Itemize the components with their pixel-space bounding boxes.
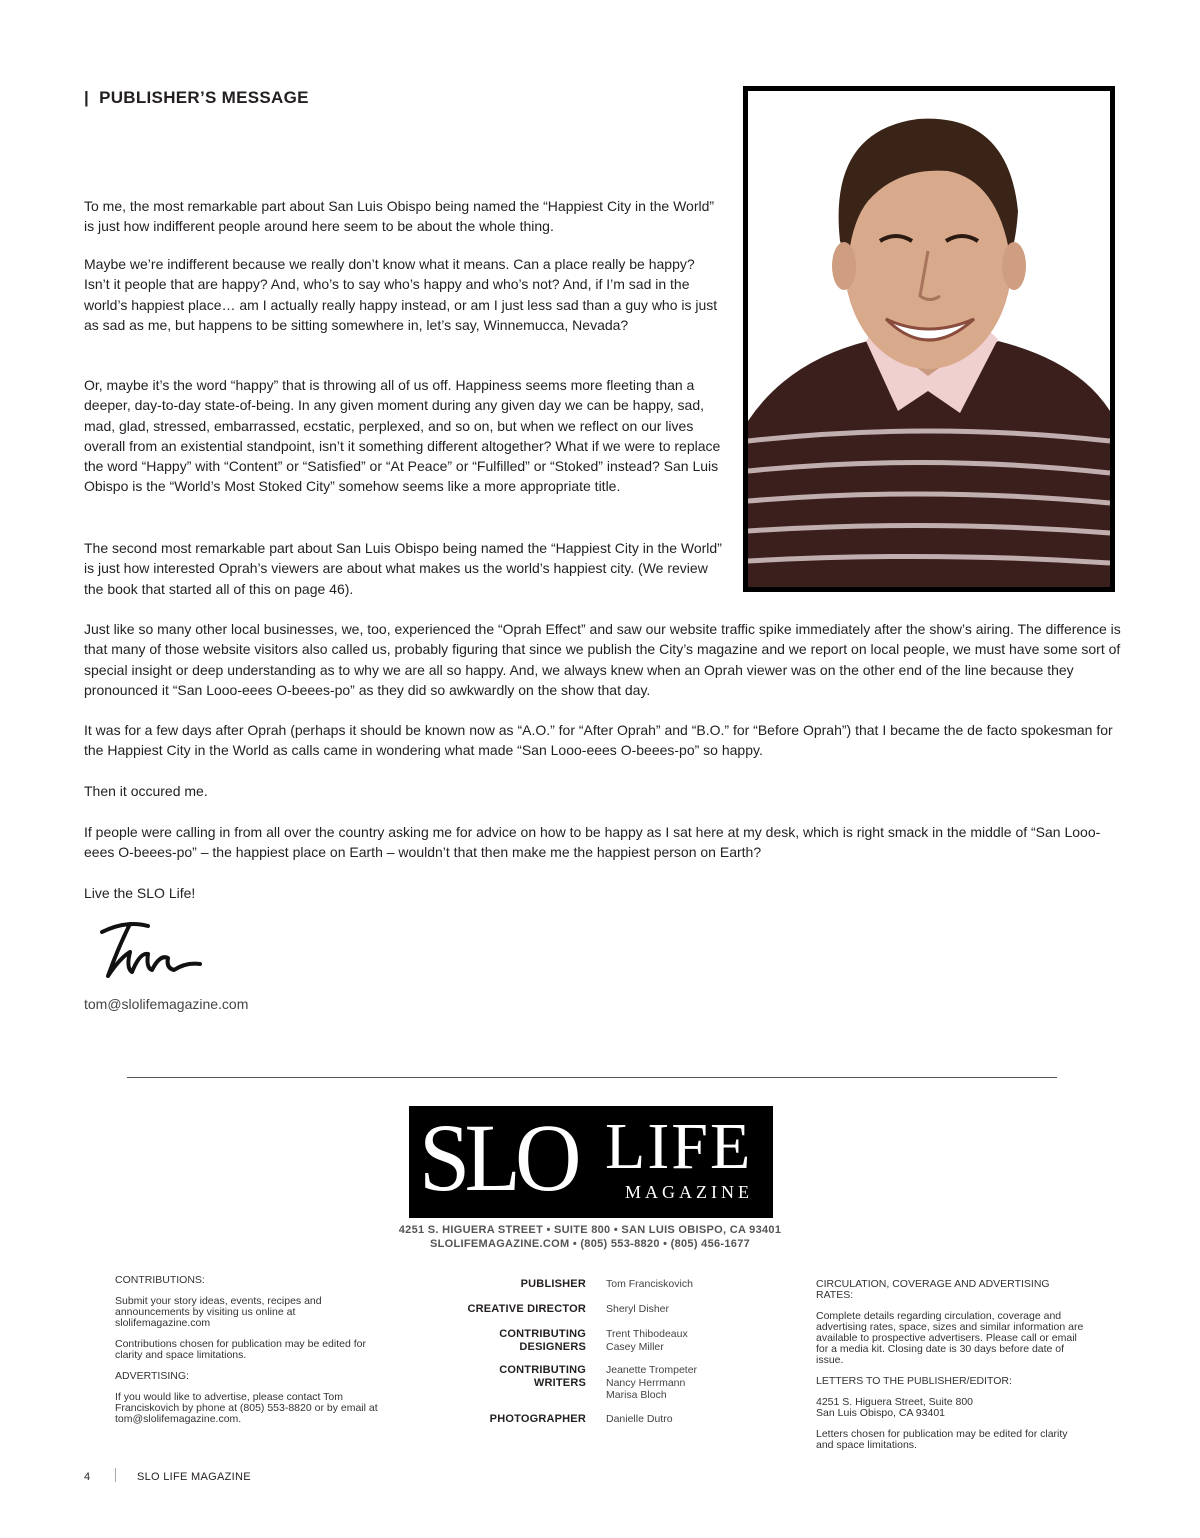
logo-life: LIFE — [605, 1110, 753, 1183]
portrait-illustration — [748, 91, 1110, 587]
paragraph-9: Live the SLO Life! — [84, 885, 196, 901]
paragraph-7: Then it occured me. — [84, 783, 208, 799]
staff-name: Danielle Dutro — [606, 1413, 673, 1425]
section-divider — [127, 1077, 1057, 1078]
contributions-heading: CONTRIBUTIONS: — [115, 1274, 205, 1286]
title-bar: | — [84, 88, 90, 107]
letters-address-2: San Luis Obispo, CA 93401 — [816, 1407, 946, 1419]
contributions-text-1: Submit your story ideas, events, recipes and announcements by visiting us online at slolifemagazine.com — [115, 1295, 322, 1329]
staff-name: Tom Franciskovich — [606, 1278, 693, 1290]
advertising-text: If you would like to advertise, please contact Tom Franciskovich by phone at (805) 553-8820 or by email at tom@slolifemagazine.com. — [115, 1391, 378, 1425]
paragraph-6: It was for a few days after Oprah (perhaps it should be known now as “A.O.” for “After Oprah” and “B.O.” for “Before Oprah”) that I became the de facto spokesman for the Happiest City in the World as calls came in wondering what made “San Looo-eees O-beees-po” so happy. — [84, 722, 1113, 759]
staff-name: Casey Miller — [606, 1340, 664, 1353]
address-line-1: 4251 S. HIGUERA STREET • SUITE 800 • SAN LUIS OBISPO, CA 93401 — [398, 1224, 782, 1236]
staff-names — [606, 1364, 766, 1402]
staff-role: CONTRIBUTING WRITERS — [499, 1364, 586, 1389]
contributions-column — [115, 1275, 385, 1435]
staff-role: PHOTOGRAPHER — [489, 1413, 586, 1425]
logo-magazine: MAGAZINE — [625, 1182, 753, 1202]
staff-name: Nancy Herrmann — [606, 1376, 686, 1389]
letters-text: Letters chosen for publication may be edited for clarity and space limitations. — [816, 1428, 1068, 1451]
staff-name: Marisa Bloch — [606, 1389, 667, 1401]
paragraph-3: Or, maybe it’s the word “happy” that is throwing all of us off. Happiness seems more fleeting than a deeper, day-to-day state-of-being. In any given moment during any given day we can be happy, sad, mad, glad, stressed, embarrassed, ecstatic, perplexed, and so on, but when we reflect on our lives overall from an existential standpoint, isn’t it something different altogether? What if we were to replace the word “Happy” with “Content” or “Satisfied” or “At Peace” or “Fulfilled” or “Stoked” instead? San Luis Obispo is the “World’s Most Stoked City” somehow seems like a more appropriate title. — [84, 377, 721, 495]
page-number: 4 — [84, 1471, 91, 1483]
address-line-2: SLOLIFEMAGAZINE.COM • (805) 553-8820 • (805) 456-1677 — [429, 1238, 751, 1250]
circulation-column — [816, 1279, 1086, 1461]
signature-graphic — [96, 918, 206, 988]
circulation-heading: CIRCULATION, COVERAGE AND ADVERTISING RATES: — [816, 1278, 1050, 1301]
advertising-heading: ADVERTISING: — [115, 1370, 189, 1382]
staff-name: Jeanette Trompeter — [606, 1364, 698, 1376]
paragraph-5: Just like so many other local businesses, we, too, experienced the “Oprah Effect” and saw our website traffic spike immediately after the show’s airing. The difference is that many of those website visitors also called us, probably figuring that since we publish the City’s magazine and we report on local people, we must have some sort of special insight or deep understanding as to why we are all so happy. And, we always knew when an Oprah viewer was on the other end of the line because they pronounced it “San Looo-eees O-beees-po” as they did so awkwardly on the show that day. — [84, 621, 1121, 698]
staff-names — [606, 1303, 766, 1316]
paragraph-4: The second most remarkable part about San Luis Obispo being named the “Happiest City in the World” is just how interested Oprah’s viewers are about what makes us the world’s happiest city. (We review the book that started all of this on page 46). — [84, 540, 722, 597]
footer-publication: SLO LIFE MAGAZINE — [137, 1471, 251, 1483]
paragraph-8: If people were calling in from all over the country asking me for advice on how to be happy as I sat here at my desk, which is right smack in the middle of “San Looo-eees O-beees-po” – the happiest place on Earth – wouldn’t that then make me the happiest person on Earth? — [84, 824, 1101, 861]
staff-names — [606, 1328, 766, 1353]
staff-names — [606, 1413, 766, 1426]
paragraph-2: Maybe we’re indifferent because we really don’t know what it means. Can a place really be happy? Isn’t it people that are happy? And, who’s to say who’s happy and who’s not? And, if I’m sad in the world’s happiest place… am I actually really happy instead, or am I just less sad than a guy who is just as sad as me, but happens to be sitting somewhere in, let’s say, Winnemucca, Nevada? — [84, 256, 718, 333]
author-email: tom@slolifemagazine.com — [84, 996, 249, 1012]
slo-life-logo — [409, 1106, 773, 1218]
staff-names — [606, 1278, 766, 1291]
staff-name: Sheryl Disher — [606, 1303, 670, 1315]
title-text: PUBLISHER’S MESSAGE — [99, 88, 309, 107]
letters-heading: LETTERS TO THE PUBLISHER/EDITOR: — [816, 1375, 1012, 1387]
staff-role: PUBLISHER — [520, 1278, 586, 1290]
publisher-photo — [743, 86, 1115, 592]
circulation-text: Complete details regarding circulation, coverage and advertising rates, space, sizes and similar information are available to prospective advertisers. Please call or email for a media kit. Closing date is 30 days before date of issue. — [816, 1310, 1084, 1366]
staff-role: CREATIVE DIRECTOR — [467, 1303, 586, 1315]
staff-role: CONTRIBUTING DESIGNERS — [499, 1328, 586, 1353]
staff-name: Trent Thibodeaux — [606, 1328, 688, 1340]
footer-separator — [115, 1468, 116, 1482]
logo-slo: SLO — [419, 1106, 576, 1211]
letters-address-1: 4251 S. Higuera Street, Suite 800 — [816, 1396, 974, 1408]
contributions-text-2: Contributions chosen for publication may be edited for clarity and space limitations. — [115, 1338, 366, 1361]
section-title — [84, 88, 309, 108]
paragraph-1: To me, the most remarkable part about San Luis Obispo being named the “Happiest City in the World” is just how indifferent people around here seem to be about the whole thing. — [84, 198, 715, 235]
